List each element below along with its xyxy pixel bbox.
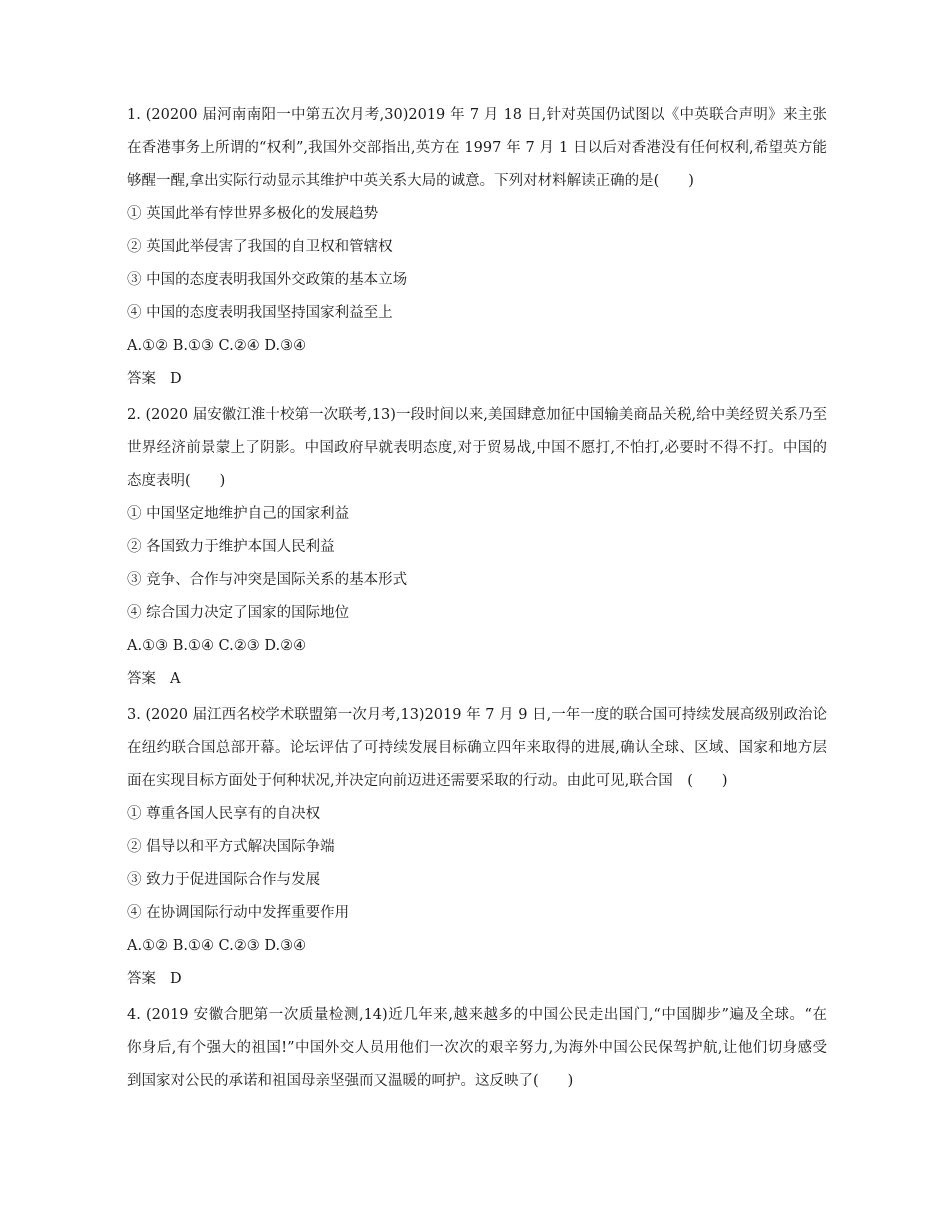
answer-label: 答案	[127, 671, 156, 687]
question-stem-line: 世界经济前景蒙上了阴影。中国政府早就表明态度,对于贸易战,中国不愿打,不怕打,必要时不得不打。中国的	[127, 440, 827, 456]
question-stem-line: 3. (2020 届江西名校学术联盟第一次月考,13)2019 年 7 月 9 日,一年一度的联合国可持续发展高级别政治论	[127, 707, 827, 723]
question-stem-line: 面在实现目标方面处于何种状况,并决定向前迈进还需要采取的行动。由此可见,联合国 ( )	[127, 773, 728, 789]
option-item: ① 中国坚定地维护自己的国家利益	[127, 506, 350, 522]
question-3	[127, 699, 827, 996]
answer-label: 答案	[127, 971, 156, 987]
question-2	[127, 399, 827, 696]
option-item: ④ 综合国力决定了国家的国际地位	[127, 605, 350, 621]
question-stem-line: 4. (2019 安徽合肥第一次质量检测,14)近几年来,越来越多的中国公民走出国门,“中国脚步”遍及全球。“在	[127, 1007, 827, 1023]
question-stem-line: 在香港事务上所谓的“权利”,我国外交部指出,英方在 1997 年 7 月 1 日以后对香港没有任何权利,希望英方能	[127, 140, 827, 156]
question-stem-line: 2. (2020 届安徽江淮十校第一次联考,13)一段时间以来,美国肆意加征中国输美商品关税,给中美经贸关系乃至	[127, 407, 827, 423]
question-stem-line: 在纽约联合国总部开幕。论坛评估了可持续发展目标确立四年来取得的进展,确认全球、区域、国家和地方层	[127, 740, 827, 756]
answer-choices: A.①② B.①③ C.②④ D.③④	[127, 338, 307, 354]
option-item: ④ 中国的态度表明我国坚持国家利益至上	[127, 305, 393, 321]
option-item: ③ 中国的态度表明我国外交政策的基本立场	[127, 272, 408, 288]
answer-choices: A.①② B.①④ C.②③ D.③④	[127, 938, 307, 954]
question-stem-line: 1. (20200 届河南南阳一中第五次月考,30)2019 年 7 月 18 日,针对英国仍试图以《中英联合声明》来主张	[127, 107, 827, 123]
answer-label: 答案	[127, 371, 156, 387]
option-item: ② 英国此举侵害了我国的自卫权和管辖权	[127, 239, 393, 255]
question-stem-line: 你身后,有个强大的祖国!”中国外交人员用他们一次次的艰辛努力,为海外中国公民保驾护航,让他们切身感受	[127, 1040, 827, 1056]
question-stem-line: 到国家对公民的承诺和祖国母亲坚强而又温暖的呵护。这反映了( )	[127, 1073, 574, 1089]
option-item: ② 倡导以和平方式解决国际争端	[127, 839, 335, 855]
question-1	[127, 99, 827, 396]
option-item: ② 各国致力于维护本国人民利益	[127, 539, 335, 555]
question-4	[127, 999, 827, 1098]
option-item: ③ 竞争、合作与冲突是国际关系的基本形式	[127, 572, 408, 588]
option-item: ① 英国此举有悖世界多极化的发展趋势	[127, 206, 379, 222]
answer-line	[127, 363, 827, 396]
option-item: ① 尊重各国人民享有的自决权	[127, 806, 321, 822]
option-item: ③ 致力于促进国际合作与发展	[127, 872, 321, 888]
answer-value: D	[170, 371, 182, 387]
answer-line	[127, 663, 827, 696]
answer-choices: A.①③ B.①④ C.②③ D.②④	[127, 638, 307, 654]
answer-value: D	[170, 971, 182, 987]
question-stem-line: 够醒一醒,拿出实际行动显示其维护中英关系大局的诚意。下列对材料解读正确的是( )	[127, 173, 694, 189]
answer-line	[127, 963, 827, 996]
question-stem-line: 态度表明( )	[127, 473, 226, 489]
option-item: ④ 在协调国际行动中发挥重要作用	[127, 905, 350, 921]
answer-value: A	[170, 671, 181, 687]
